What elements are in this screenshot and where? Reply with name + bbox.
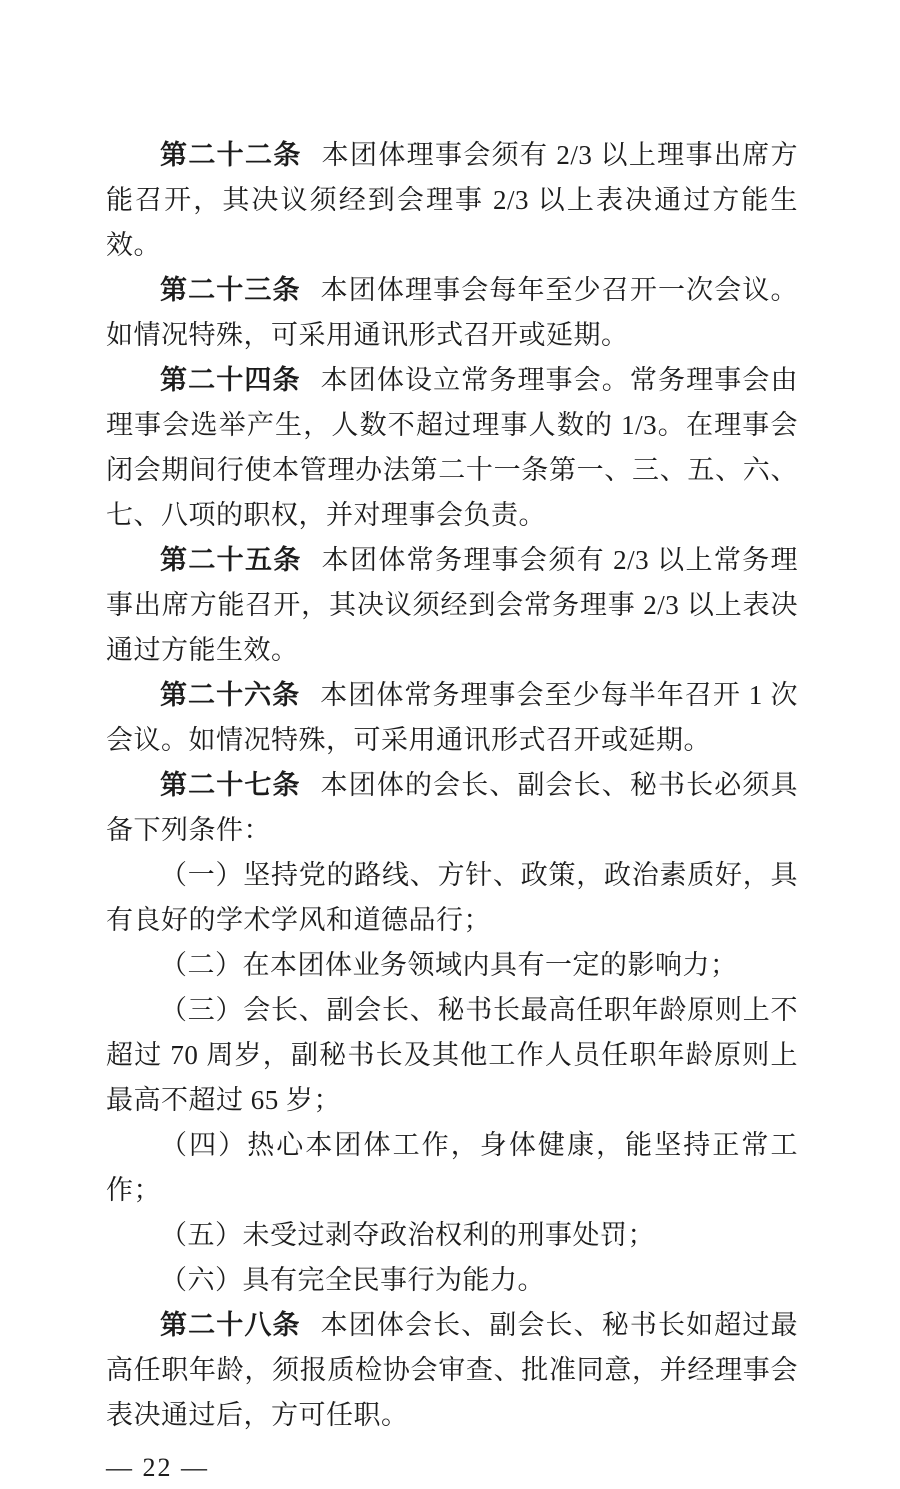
- article-text: 本团体常务理事会至少每半年召开 1 次会议。如情况特殊，可采用通讯形式召开或延期。: [106, 680, 799, 755]
- article-paragraph: [106, 268, 798, 358]
- article-number: 第二十二条: [160, 140, 302, 170]
- article-paragraph: [106, 538, 798, 673]
- article-text: 本团体理事会须有 2/3 以上理事出席方能召开，其决议须经到会理事 2/3 以上表决通过方能生效。: [106, 140, 798, 260]
- article-paragraph: [106, 358, 798, 538]
- item-text: （四）热心本团体工作，身体健康，能坚持正常工作；: [106, 1130, 798, 1205]
- list-item-paragraph: [106, 1213, 798, 1258]
- item-text: （二）在本团体业务领域内具有一定的影响力；: [160, 950, 738, 980]
- article-number: 第二十七条: [160, 770, 301, 800]
- page-number: — 22 —: [106, 1453, 209, 1482]
- list-item-paragraph: [106, 1123, 798, 1213]
- list-item-paragraph: [106, 1258, 798, 1303]
- article-paragraph: [106, 1303, 798, 1438]
- article-number: 第二十六条: [160, 680, 301, 710]
- article-number: 第二十四条: [160, 365, 301, 395]
- item-text: （三）会长、副会长、秘书长最高任职年龄原则上不超过 70 周岁，副秘书长及其他工作人员任职年龄原则上最高不超过 65 岁；: [106, 995, 798, 1115]
- list-item-paragraph: [106, 988, 798, 1123]
- item-text: （六）具有完全民事行为能力。: [160, 1265, 545, 1295]
- article-text: 本团体设立常务理事会。常务理事会由理事会选举产生，人数不超过理事人数的 1/3。在理事会闭会期间行使本管理办法第二十一条第一、三、五、六、七、八项的职权，并对理事会负责。: [106, 365, 799, 530]
- item-text: （五）未受过剥夺政治权利的刑事处罚；: [160, 1220, 655, 1250]
- article-text: 本团体会长、副会长、秘书长如超过最高任职年龄，须报质检协会审查、批准同意，并经理事会表决通过后，方可任职。: [106, 1310, 799, 1430]
- article-number: 第二十三条: [160, 275, 301, 305]
- article-text: 本团体的会长、副会长、秘书长必须具备下列条件：: [106, 770, 799, 845]
- article-text: 本团体常务理事会须有 2/3 以上常务理事出席方能召开，其决议须经到会常务理事 2/3 以上表决通过方能生效。: [106, 545, 798, 665]
- article-text: 本团体理事会每年至少召开一次会议。如情况特殊，可采用通讯形式召开或延期。: [106, 275, 799, 350]
- list-item-paragraph: [106, 943, 798, 988]
- article-paragraph: [106, 673, 798, 763]
- list-item-paragraph: [106, 853, 798, 943]
- article-number: 第二十八条: [160, 1310, 301, 1340]
- item-text: （一）坚持党的路线、方针、政策，政治素质好，具有良好的学术学风和道德品行；: [106, 860, 798, 935]
- article-paragraph: [106, 133, 798, 268]
- article-paragraph: [106, 763, 798, 853]
- article-number: 第二十五条: [160, 545, 302, 575]
